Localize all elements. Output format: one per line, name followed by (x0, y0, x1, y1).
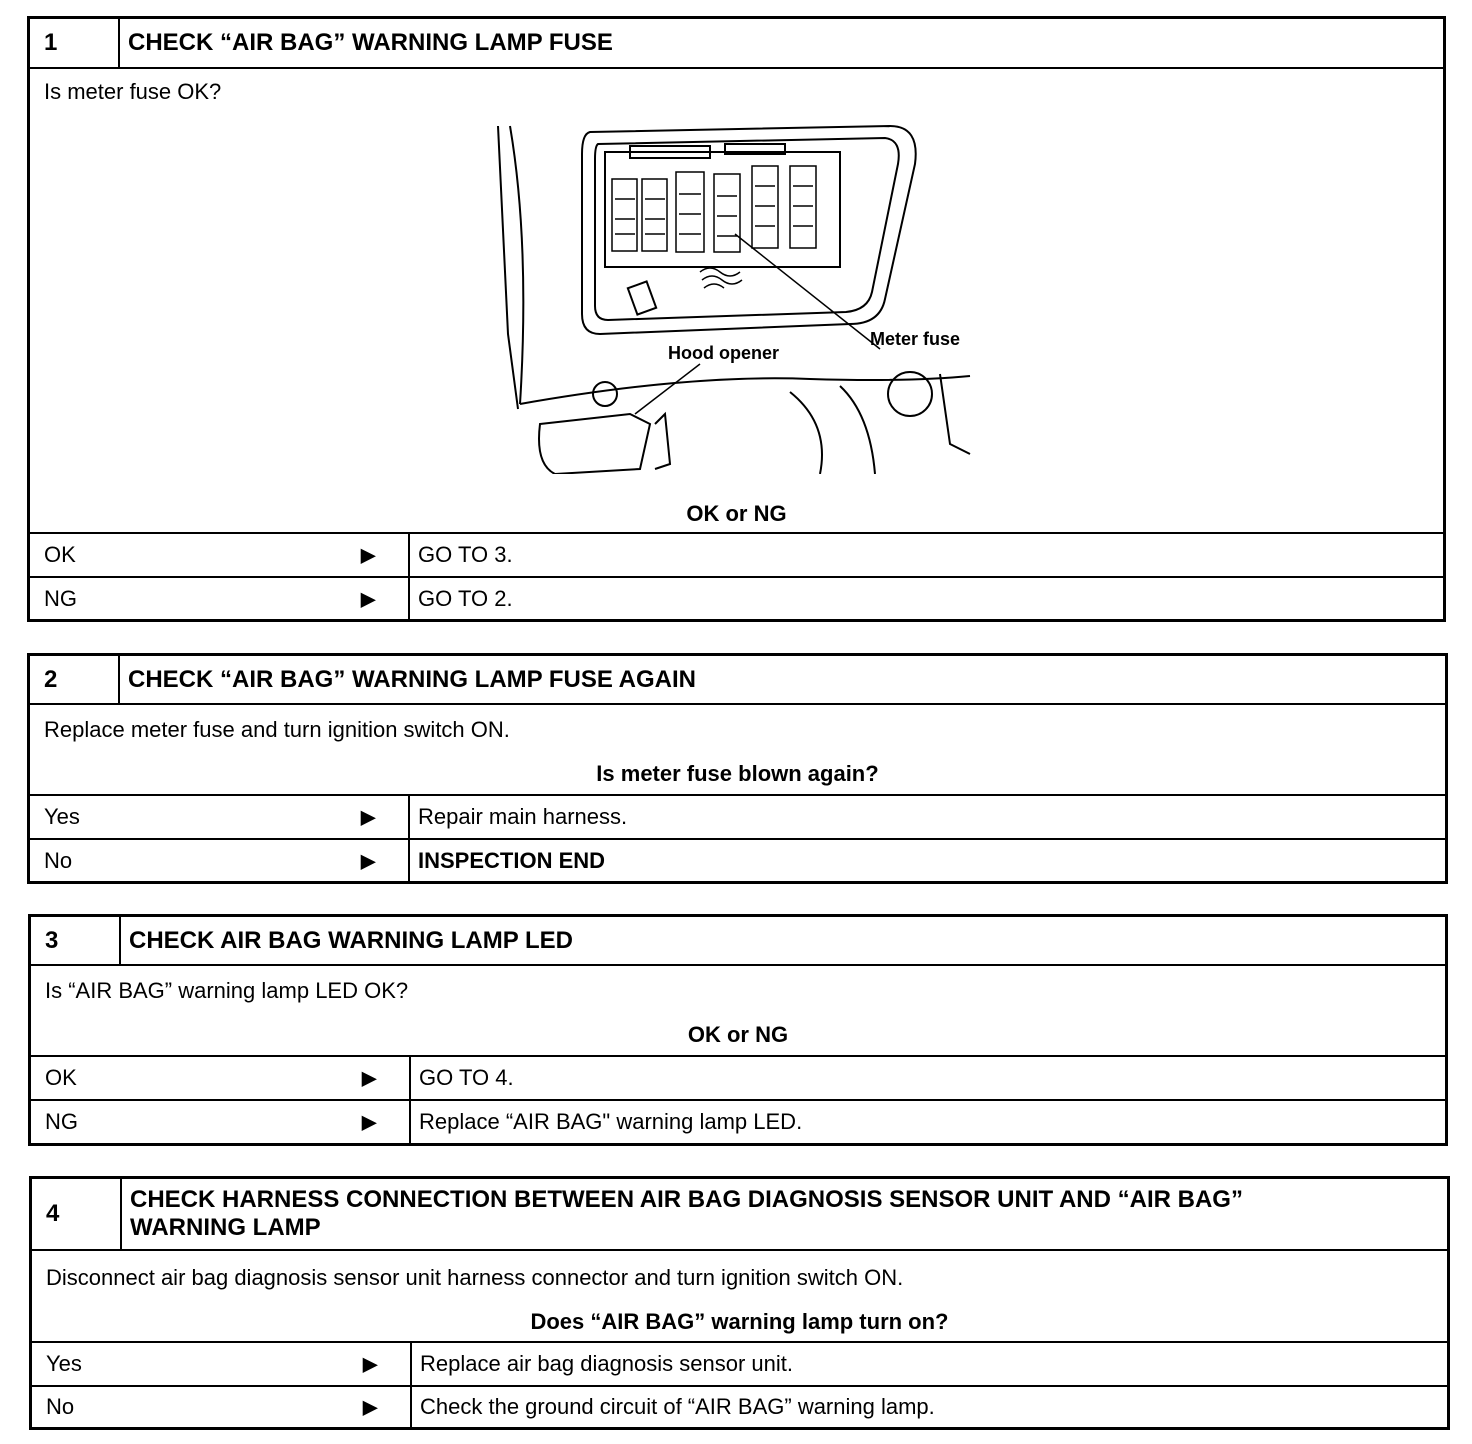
result-action: Check the ground circuit of “AIR BAG” warning lamp. (420, 1394, 935, 1419)
arrow-right-icon: ▶ (361, 1111, 377, 1134)
judgement-label: OK or NG (686, 501, 787, 526)
step-title: CHECK “AIR BAG” WARNING LAMP FUSE (128, 29, 613, 56)
step-4-body (32, 1251, 1447, 1341)
result-label: Yes (44, 804, 80, 829)
step-question: Disconnect air bag diagnosis sensor unit harness connector and turn ignition switch ON. (46, 1265, 904, 1290)
result-action: Replace “AIR BAG" warning lamp LED. (419, 1109, 803, 1134)
step-1-header (30, 19, 1443, 69)
hood-opener-label: Hood opener (668, 343, 779, 363)
result-action: GO TO 3. (418, 542, 513, 567)
result-row (31, 1099, 1445, 1143)
arrow-right-icon: ▶ (360, 544, 376, 567)
fuse-box-illustration (490, 124, 990, 474)
result-row (31, 1055, 1445, 1099)
judgement-label: Is meter fuse blown again? (596, 761, 879, 786)
step-3-header (31, 917, 1445, 966)
step-4-box (29, 1176, 1450, 1430)
result-action: Replace air bag diagnosis sensor unit. (420, 1351, 794, 1376)
step-number: 3 (31, 917, 121, 964)
step-question: Is “AIR BAG” warning lamp LED OK? (45, 978, 409, 1003)
step-number: 1 (30, 19, 120, 67)
step-2-box (27, 653, 1448, 884)
step-2-header (30, 656, 1445, 705)
step-title (122, 1179, 1447, 1249)
result-label: No (44, 847, 73, 873)
arrow-right-icon: ▶ (361, 1067, 377, 1090)
step-4-header (32, 1179, 1447, 1251)
result-label: NG (45, 1109, 78, 1134)
step-title-line: CHECK HARNESS CONNECTION BETWEEN AIR BAG DIAGNOSIS SENSOR UNIT AND “AIR BAG” (130, 1186, 1243, 1213)
meter-fuse-label: Meter fuse (870, 329, 961, 349)
result-row (30, 532, 1443, 576)
step-title: CHECK AIR BAG WARNING LAMP LED (129, 926, 573, 954)
result-action: Repair main harness. (418, 804, 628, 829)
step-1-body (30, 69, 1443, 532)
judgement-label: OK or NG (687, 1022, 789, 1047)
result-row (30, 838, 1445, 881)
arrow-right-icon: ▶ (362, 1353, 378, 1376)
step-number: 2 (30, 656, 120, 703)
result-row (32, 1385, 1447, 1427)
arrow-right-icon: ▶ (360, 806, 376, 829)
result-action: INSPECTION END (418, 847, 606, 873)
result-action: GO TO 2. (418, 585, 513, 611)
step-title-line: WARNING LAMP (130, 1214, 321, 1241)
result-label: OK (45, 1065, 77, 1090)
result-row (32, 1341, 1447, 1385)
arrow-right-icon: ▶ (360, 588, 376, 610)
step-number: 4 (32, 1179, 122, 1249)
step-1-box (27, 16, 1446, 622)
result-row (30, 576, 1443, 619)
step-question: Replace meter fuse and turn ignition switch ON. (44, 717, 510, 742)
step-3-body (31, 966, 1445, 1055)
step-2-body (30, 705, 1445, 794)
result-action: GO TO 4. (419, 1065, 514, 1090)
result-label: OK (44, 542, 76, 567)
judgement-label: Does “AIR BAG” warning lamp turn on? (530, 1309, 949, 1334)
result-label: NG (44, 585, 77, 611)
result-label: No (46, 1394, 75, 1419)
result-label: Yes (46, 1351, 82, 1376)
step-title: CHECK “AIR BAG” WARNING LAMP FUSE AGAIN (128, 665, 697, 693)
step-question: Is meter fuse OK? (44, 79, 222, 104)
arrow-right-icon: ▶ (360, 850, 376, 872)
arrow-right-icon: ▶ (362, 1396, 378, 1419)
result-row (30, 794, 1445, 838)
step-3-box (28, 914, 1448, 1146)
